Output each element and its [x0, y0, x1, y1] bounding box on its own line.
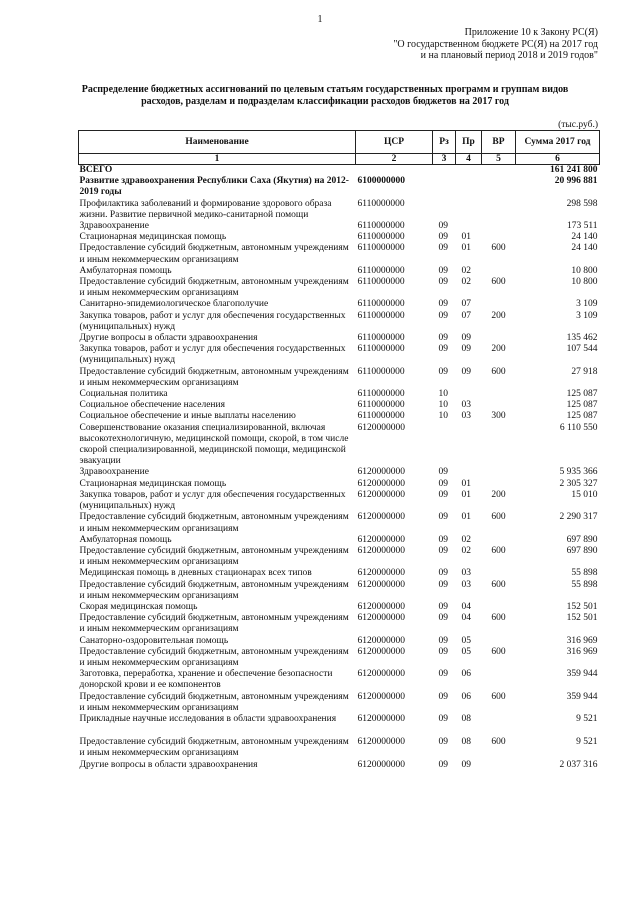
header-csr: ЦСР — [356, 131, 433, 154]
cell-pr: 05 — [461, 635, 471, 646]
cell-csr: 6120000000 — [357, 613, 405, 624]
table-row — [79, 277, 600, 299]
table-row — [79, 176, 600, 198]
cell-sum: 24 140 — [571, 243, 598, 254]
cell-sum: 316 969 — [566, 646, 598, 657]
cell-csr: 6110000000 — [357, 265, 405, 276]
cell-vr: 600 — [491, 613, 506, 624]
table-row — [79, 636, 600, 647]
column-number: 1 — [79, 154, 356, 165]
cell-name: Предоставление субсидий бюджетным, автономным учреждениям и иным некоммерческим организациям — [79, 737, 349, 759]
table-row — [79, 479, 600, 490]
table-row — [79, 568, 600, 579]
table-row — [79, 760, 600, 771]
table-row — [79, 411, 600, 422]
table-row — [79, 669, 600, 691]
cell-vr: 600 — [491, 366, 506, 377]
cell-name: Амбулаторная помощь — [79, 265, 172, 276]
cell-csr: 6120000000 — [357, 467, 405, 478]
cell-csr: 6110000000 — [357, 366, 405, 377]
cell-vr: 200 — [491, 310, 506, 321]
cell-name: Предоставление субсидий бюджетным, автономным учреждениям и иным некоммерческим организациям — [79, 277, 349, 299]
cell-vr — [482, 232, 516, 243]
cell-pr: 05 — [461, 646, 471, 657]
cell-vr — [482, 221, 516, 232]
table-row — [79, 647, 600, 669]
cell-name: Профилактика заболеваний и формирование здорового образа жизни. Развитие первичной медико-санитарной помощи — [79, 198, 332, 220]
cell-vr — [482, 199, 516, 221]
cell-vr — [482, 669, 516, 691]
cell-csr: 6110000000 — [357, 344, 405, 355]
cell-pr — [456, 221, 482, 232]
cell-csr: 6110000000 — [357, 400, 405, 411]
table-row — [79, 389, 600, 400]
cell-name: Предоставление субсидий бюджетным, автономным учреждениям и иным некоммерческим организациям — [79, 243, 349, 265]
document-title — [70, 84, 580, 108]
cell-vr — [482, 176, 516, 198]
cell-vr — [482, 535, 516, 546]
appendix-header — [238, 27, 598, 62]
cell-rz: 09 — [438, 759, 448, 770]
table-row — [79, 165, 600, 177]
header-rz: Рз — [433, 131, 456, 154]
cell-pr: 02 — [461, 277, 471, 288]
cell-rz: 09 — [438, 344, 448, 355]
cell-sum: 135 462 — [566, 333, 598, 344]
cell-name: Медицинская помощь в дневных стационарах всех типов — [79, 568, 312, 579]
cell-pr: 09 — [461, 366, 471, 377]
cell-rz: 10 — [438, 389, 448, 400]
cell-csr: 6110000000 — [357, 277, 405, 288]
table-row — [79, 467, 600, 478]
table-row — [79, 737, 600, 759]
cell-rz: 10 — [438, 400, 448, 411]
cell-rz: 09 — [438, 512, 448, 523]
cell-vr — [482, 266, 516, 277]
cell-name: Стационарная медицинская помощь — [79, 478, 227, 489]
table-row — [79, 367, 600, 389]
cell-pr: 07 — [461, 299, 471, 310]
cell-sum: 125 087 — [566, 411, 598, 422]
cell-sum: 2 305 327 — [559, 478, 598, 489]
cell-name: Предоставление субсидий бюджетным, автономным учреждениям и иным некоммерческим организациям — [79, 646, 349, 668]
cell-vr — [482, 333, 516, 344]
cell-rz: 09 — [438, 534, 448, 545]
cell-name: Развитие здравоохранения Республики Саха (Якутия) на 2012-2019 годы — [79, 176, 349, 198]
cell-sum: 697 890 — [566, 545, 598, 556]
cell-vr — [482, 568, 516, 579]
cell-vr: 600 — [491, 579, 506, 590]
table-column-number-row — [79, 154, 600, 165]
cell-vr: 600 — [491, 737, 506, 748]
cell-csr: 6120000000 — [357, 759, 405, 770]
column-number: 4 — [456, 154, 482, 165]
cell-name: Предоставление субсидий бюджетным, автономным учреждениям и иным некоммерческим организациям — [79, 366, 349, 388]
cell-csr: 6110000000 — [357, 310, 405, 321]
cell-name: Предоставление субсидий бюджетным, автономным учреждениям и иным некоммерческим организациям — [79, 545, 349, 568]
document-title-line: расходов, разделам и подразделам классификации расходов бюджетов на 2017 год — [141, 96, 509, 107]
cell-name: Стационарная медицинская помощь — [79, 232, 227, 243]
cell-sum: 6 110 550 — [559, 422, 598, 433]
cell-csr: 6110000000 — [357, 232, 405, 243]
cell-rz: 09 — [438, 310, 448, 321]
cell-vr — [482, 636, 516, 647]
header-name: Наименование — [79, 131, 356, 154]
cell-pr: 04 — [461, 613, 471, 624]
cell-sum: 15 010 — [571, 489, 598, 500]
cell-rz — [433, 176, 456, 198]
table-row — [79, 199, 600, 221]
cell-rz: 09 — [438, 277, 448, 288]
cell-rz: 09 — [438, 467, 448, 478]
cell-name: Заготовка, переработка, хранение и обеспечение безопасности донорской крови и ее компонентов — [79, 669, 333, 691]
cell-csr: 6120000000 — [357, 669, 405, 680]
cell-pr: 06 — [461, 691, 471, 702]
cell-rz: 09 — [438, 713, 448, 724]
cell-rz: 09 — [438, 232, 448, 243]
cell-name: Прикладные научные исследования в области здравоохранения — [79, 713, 337, 724]
cell-sum: 359 944 — [566, 669, 598, 680]
cell-csr: 6120000000 — [357, 601, 405, 612]
cell-rz: 09 — [438, 635, 448, 646]
cell-sum: 55 898 — [571, 568, 598, 579]
cell-name: Предоставление субсидий бюджетным, автономным учреждениям и иным некоммерческим организациям — [79, 691, 349, 713]
cell-csr: 6120000000 — [357, 422, 405, 433]
table-row — [79, 490, 600, 512]
column-number: 3 — [433, 154, 456, 165]
appendix-line: Приложение 10 к Закону РС(Я) — [464, 27, 598, 38]
column-number: 6 — [516, 154, 600, 165]
cell-vr — [482, 479, 516, 490]
cell-sum: 20 996 881 — [554, 176, 598, 187]
cell-pr: 01 — [461, 243, 471, 254]
table-row — [79, 602, 600, 613]
cell-csr: 6120000000 — [357, 512, 405, 523]
table-row — [79, 243, 600, 265]
cell-pr: 01 — [461, 512, 471, 523]
table-row — [79, 266, 600, 277]
cell-csr: 6100000000 — [357, 176, 405, 187]
cell-csr: 6110000000 — [357, 299, 405, 310]
cell-csr: 6110000000 — [357, 198, 405, 209]
cell-rz: 09 — [438, 545, 448, 556]
cell-pr: 01 — [461, 232, 471, 243]
cell-rz: 09 — [438, 691, 448, 702]
cell-rz — [433, 199, 456, 221]
cell-csr: 6120000000 — [357, 713, 405, 724]
cell-sum: 697 890 — [566, 534, 598, 545]
cell-pr: 01 — [461, 478, 471, 489]
cell-name: Санаторно-оздоровительная помощь — [79, 635, 229, 646]
cell-pr: 02 — [461, 545, 471, 556]
cell-pr: 09 — [461, 333, 471, 344]
table-row — [79, 692, 600, 714]
cell-sum: 2 290 317 — [559, 512, 598, 523]
cell-pr — [456, 199, 482, 221]
cell-rz: 09 — [438, 478, 448, 489]
cell-rz: 09 — [438, 489, 448, 500]
cell-pr: 09 — [461, 344, 471, 355]
cell-sum: 2 037 316 — [559, 759, 598, 770]
cell-vr: 200 — [491, 344, 506, 355]
appendix-line: и на плановый период 2018 и 2019 годов" — [420, 50, 598, 61]
cell-sum: 5 935 366 — [559, 467, 598, 478]
cell-pr: 03 — [461, 568, 471, 579]
header-vr: ВР — [482, 131, 516, 154]
table-row — [79, 400, 600, 411]
cell-csr: 6120000000 — [357, 545, 405, 556]
cell-sum: 10 800 — [571, 277, 598, 288]
cell-pr: 04 — [461, 601, 471, 612]
cell-csr: 6120000000 — [357, 478, 405, 489]
cell-name: Предоставление субсидий бюджетным, автономным учреждениям и иным некоммерческим организациям — [79, 512, 349, 534]
cell-rz: 09 — [438, 579, 448, 590]
cell-name: Социальное обеспечение населения — [79, 400, 225, 411]
table-body — [79, 165, 600, 771]
header-sum: Сумма 2017 год — [516, 131, 600, 154]
cell-sum: 161 241 800 — [550, 165, 598, 175]
table-row — [79, 232, 600, 243]
cell-pr: 08 — [461, 737, 471, 748]
cell-rz: 09 — [438, 299, 448, 310]
appendix-line: "О государственном бюджете РС(Я) на 2017 год — [393, 38, 598, 50]
cell-name: Предоставление субсидий бюджетным, автономным учреждениям и иным некоммерческим организациям — [79, 579, 349, 601]
cell-csr: 6120000000 — [357, 646, 405, 657]
cell-rz: 09 — [438, 601, 448, 612]
cell-csr: 6110000000 — [357, 411, 405, 422]
cell-name: Санитарно-эпидемиологическое благополучие — [79, 299, 269, 310]
cell-name: ВСЕГО — [79, 165, 113, 175]
cell-pr: 03 — [461, 579, 471, 590]
cell-name: Другие вопросы в области здравоохранения — [79, 759, 258, 770]
cell-rz: 09 — [438, 243, 448, 254]
cell-vr: 600 — [491, 545, 506, 556]
cell-csr: 6110000000 — [357, 243, 405, 254]
cell-pr: 03 — [461, 411, 471, 422]
cell-vr: 600 — [491, 243, 506, 254]
cell-name: Предоставление субсидий бюджетным, автономным учреждениям и иным некоммерческим организациям — [79, 613, 349, 635]
cell-pr: 02 — [461, 265, 471, 276]
cell-vr — [482, 714, 516, 737]
cell-name: Здравоохранение — [79, 221, 149, 232]
cell-vr — [482, 760, 516, 771]
cell-vr: 300 — [491, 411, 506, 422]
cell-pr — [456, 165, 482, 177]
table-row — [79, 535, 600, 546]
cell-vr — [482, 602, 516, 613]
cell-vr: 200 — [491, 489, 506, 500]
cell-vr — [482, 400, 516, 411]
cell-sum: 9 521 — [576, 737, 598, 748]
cell-sum: 152 501 — [566, 613, 598, 624]
cell-sum: 9 521 — [576, 713, 598, 724]
table-row — [79, 311, 600, 333]
table-row — [79, 221, 600, 232]
cell-vr: 600 — [491, 512, 506, 523]
cell-sum: 24 140 — [571, 232, 598, 243]
cell-sum: 359 944 — [566, 691, 598, 702]
cell-csr: 6120000000 — [357, 579, 405, 590]
table-row — [79, 423, 600, 468]
column-number: 2 — [356, 154, 433, 165]
cell-sum: 10 800 — [571, 265, 598, 276]
budget-table — [78, 130, 600, 771]
cell-name: Социальная политика — [79, 389, 168, 400]
cell-name: Социальное обеспечение и иные выплаты населению — [79, 411, 296, 422]
column-number: 5 — [482, 154, 516, 165]
cell-rz — [433, 423, 456, 468]
cell-vr: 600 — [491, 277, 506, 288]
table-row — [79, 580, 600, 602]
cell-rz: 09 — [438, 737, 448, 748]
cell-vr — [482, 423, 516, 468]
table-row — [79, 613, 600, 635]
cell-name: Закупка товаров, работ и услуг для обеспечения государственных (муниципальных) нужд — [79, 344, 346, 366]
cell-sum: 152 501 — [566, 601, 598, 612]
cell-csr: 6120000000 — [357, 635, 405, 646]
document-title-line: Распределение бюджетных ассигнований по целевым статьям государственных программ и группам видов — [81, 84, 569, 95]
cell-sum: 125 087 — [566, 389, 598, 400]
cell-csr — [356, 165, 433, 177]
cell-name: Здравоохранение — [79, 467, 149, 478]
cell-rz: 09 — [438, 333, 448, 344]
cell-sum: 316 969 — [566, 635, 598, 646]
cell-rz — [433, 165, 456, 177]
cell-csr: 6110000000 — [357, 389, 405, 400]
cell-rz: 09 — [438, 568, 448, 579]
cell-sum: 298 598 — [566, 198, 598, 209]
table-row — [79, 299, 600, 310]
cell-pr: 08 — [461, 713, 471, 724]
cell-vr: 600 — [491, 646, 506, 657]
cell-csr: 6120000000 — [357, 534, 405, 545]
cell-pr: 01 — [461, 489, 471, 500]
cell-vr — [482, 299, 516, 310]
cell-rz: 09 — [438, 646, 448, 657]
table-row — [79, 714, 600, 737]
table-row — [79, 546, 600, 568]
table-row — [79, 344, 600, 366]
table-row — [79, 512, 600, 534]
header-pr: Пр — [456, 131, 482, 154]
cell-sum: 173 511 — [566, 221, 598, 232]
cell-csr: 6120000000 — [357, 568, 405, 579]
cell-name: Другие вопросы в области здравоохранения — [79, 333, 258, 344]
cell-sum: 107 544 — [566, 344, 598, 355]
cell-pr: 03 — [461, 400, 471, 411]
cell-rz: 09 — [438, 669, 448, 680]
table-row — [79, 333, 600, 344]
cell-pr — [456, 389, 482, 400]
cell-sum: 55 898 — [571, 579, 598, 590]
cell-name: Закупка товаров, работ и услуг для обеспечения государственных (муниципальных) нужд — [79, 310, 346, 332]
cell-rz: 09 — [438, 265, 448, 276]
cell-vr — [482, 389, 516, 400]
cell-sum: 3 109 — [576, 299, 598, 310]
cell-csr: 6120000000 — [357, 691, 405, 702]
cell-pr: 06 — [461, 669, 471, 680]
cell-name: Скорая медицинская помощь — [79, 601, 198, 612]
cell-csr: 6120000000 — [357, 489, 405, 500]
cell-rz: 10 — [438, 411, 448, 422]
cell-csr: 6110000000 — [357, 221, 405, 232]
cell-rz: 09 — [438, 221, 448, 232]
cell-pr: 07 — [461, 310, 471, 321]
units-label: (тыс.руб.) — [558, 120, 598, 130]
cell-rz: 09 — [438, 613, 448, 624]
cell-pr: 02 — [461, 534, 471, 545]
cell-csr: 6120000000 — [357, 737, 405, 748]
cell-vr — [482, 467, 516, 478]
cell-sum: 27 918 — [571, 366, 598, 377]
page-number: 1 — [317, 14, 323, 25]
cell-csr: 6110000000 — [357, 333, 405, 344]
cell-name: Закупка товаров, работ и услуг для обеспечения государственных (муниципальных) нужд — [79, 489, 346, 512]
cell-name: Амбулаторная помощь — [79, 534, 172, 545]
cell-rz: 09 — [438, 366, 448, 377]
cell-sum: 125 087 — [566, 400, 598, 411]
cell-pr — [456, 176, 482, 198]
cell-pr — [456, 423, 482, 468]
table-header-row — [79, 131, 600, 154]
cell-vr — [482, 165, 516, 177]
cell-vr: 600 — [491, 691, 506, 702]
cell-sum: 3 109 — [576, 310, 598, 321]
cell-pr: 09 — [461, 759, 471, 770]
cell-name: Совершенствование оказания специализированной, включая высокотехнологичную, медицинской помощи, скорой, в том числе скорой специализированной, медицинской помощи, медицинской эвакуации — [79, 422, 349, 467]
cell-pr — [456, 467, 482, 478]
